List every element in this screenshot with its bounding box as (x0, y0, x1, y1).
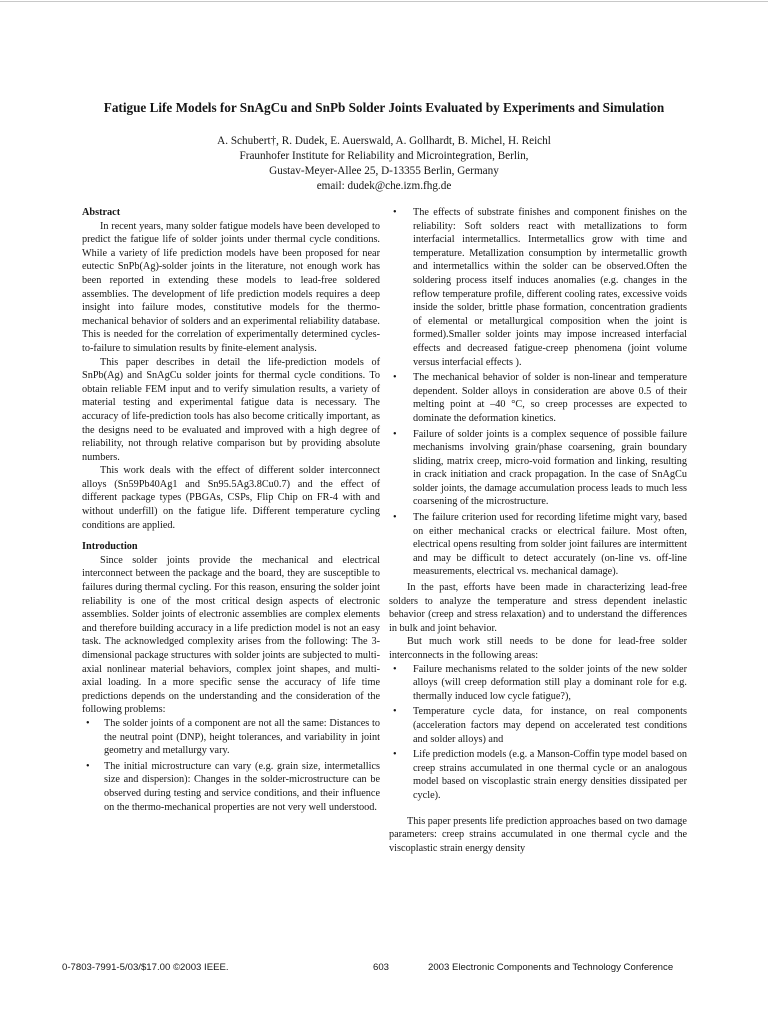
list-item: • Failure mechanisms related to the solder joints of the new solder alloys (will creep deformation still play a dominant role for e.g. thermally induced low cycle fatigue?), (393, 663, 687, 702)
bullet-icon: • (393, 512, 397, 524)
bullet-icon: • (86, 717, 90, 729)
bullet-icon: • (393, 749, 397, 761)
bullet-icon: • (393, 207, 397, 218)
introduction-paragraph-1: Since solder joints provide the mechanical and electrical interconnect between the package and the board, they are susceptible to failures during thermal cycling. For this reason, ensuring the solder joint reliability is one of the most critical design aspects of electronic assemblies. Solder joints of electronic assemblies are complex elements and therefore building accuracy in a life prediction model is not an easy task. The acknowledged complexity arises from the following: The 3-dimensional package structures with solder joints are subjected to multi-axial nonlinear material behaviors, complex joint shapes, and multi-axial loading. In a more specific sense the accuracy of life time predictions depends on the understanding and the consideration of the following problems: (82, 554, 380, 716)
author-names: A. Schubert†, R. Dudek, E. Auerswald, A. Gollhardt, B. Michel, H. Reichl (217, 135, 551, 147)
author-institute: Fraunhofer Institute for Reliability and Microintegration, Berlin, (239, 150, 529, 162)
introduction-heading: Introduction (82, 541, 138, 553)
abstract-paragraph-2: This paper describes in detail the life-prediction models of SnPb(Ag) and SnAgCu solder joints for thermal cycle conditions. To obtain reliable FEM input and to verify simulation results, a variety of material testing and experimental fatigue data is necessary. The accuracy of life-prediction tools has also become critically important, as the designs need to be evaluated and improved with a high degree of reliability, not through relative comparison but by providing absolute numbers. (82, 356, 380, 463)
author-block (40, 134, 728, 194)
paper-title: Fatigue Life Models for SnAgCu and SnPb Solder Joints Evaluated by Experiments and Simulation (103, 100, 665, 115)
introduction-bullet-list (82, 717, 380, 814)
author-email: email: dudek@che.izm.fhg.de (316, 180, 452, 192)
footer-copyright: 0-7803-7991-5/03/$17.00 ©2003 IEEE. (62, 962, 229, 973)
list-item: • The initial microstructure can vary (e.g. grain size, intermetallics size and dispersion): Changes in the solder-microstructure can be observed during testing and service conditions, and their influence on the thermo-mechanical properties are not very well understood. (86, 760, 380, 813)
body-paragraph-presents: This paper presents life prediction approaches based on two damage parameters: creep strains accumulated in one thermal cycle and the viscoplastic strain energy density (389, 815, 687, 854)
list-item: • Failure of solder joints is a complex sequence of possible failure mechanisms involving grain/phase coarsening, grain boundary sliding, matrix creep, micro-void formation and linking, resulting in crack initiation and crack propagation. In the case of SnAgCu solder joints, the damage accumulation process leads to much less coarsening of the microstructure. (393, 428, 687, 508)
abstract-paragraph-3: This work deals with the effect of different solder interconnect alloys (Sn59Pb40Ag1 and Sn95.5Ag3.8Cu0.7) and the effect of different package types (PBGAs, CSPs, Flip Chip on FR-4 with and without underfill) on the fatigue life. Different temperature cycling conditions are applied. (82, 465, 380, 531)
list-item: • The solder joints of a component are not all the same: Distances to the neutral point (DNP), height tolerances, and variability in joint geometry and metallurgy vary. (86, 717, 380, 757)
left-column (82, 206, 380, 816)
bullet-icon: • (86, 760, 90, 772)
abstract-paragraph-1: In recent years, many solder fatigue models have been developed to predict the fatigue life of solder joints under thermal cycle conditions. While a variety of life prediction models have been proposed for near eutectic SnPb(Ag)-solder joints in the literature, not enough work has been reported in extending these models to lead-free soldered assemblies. The development of life prediction models requires a deep insight into failure modes, constitutive models for the thermo-mechanical behavior of solders and an experimental reliability database. This is needed for the correlation of experimentally determined cycles-to-failure to simulation results by finite-element analysis. (82, 220, 380, 354)
list-item: • The effects of substrate finishes and component finishes on the reliability: Soft solders react with metallizations to form interfacial intermetallics. Intermetallics grow with time and temperature. Metallization consumption by intermetallic growth and intermetallics within the solder can be observed.Often the soldering process itself induces anomalies (e.g. changes in the reflow temperature profile, different cooling rates, excessive voids inside the solder, brittle phase formation, concentration gradients of elemental or metallurgical composition when the joint is formed).Smaller solder joints may impose increased interfacial effects and decreased fatigue-creep phenomena (joint volume versus interfacial effects ). (393, 207, 687, 368)
list-item: • The failure criterion used for recording lifetime might vary, based on either mechanical cracks or electrical failure. Most often, electrical opens resulting from solder joint failures are intermittent and may be difficult to detect accurately (on-line vs. off-line measurements, electrical vs. mechanical damage). (393, 512, 687, 578)
body-paragraph-lead-free: In the past, efforts have been made in characterizing lead-free solders to analyze the temperature and stress dependent inelastic behavior (creep and stress relaxation) and to understand the differences in bulk and joint behavior. (389, 582, 687, 634)
list-item: • Temperature cycle data, for instance, on real components (acceleration factors may depend on accelerated test conditions and solder alloys) and (393, 706, 687, 745)
footer-page-number: 603 (373, 962, 390, 973)
right-bullet-list (389, 206, 687, 579)
top-rule (0, 1, 768, 2)
bullet-icon: • (393, 372, 397, 384)
body-paragraph-areas: But much work still needs to be done for lead-free solder interconnects in the following areas: (389, 636, 687, 661)
areas-bullet-list (389, 663, 687, 803)
bullet-icon: • (393, 428, 397, 440)
footer-conference: 2003 Electronic Components and Technology Conference (428, 962, 674, 973)
abstract-heading: Abstract (82, 207, 121, 218)
right-column (389, 206, 687, 855)
bullet-icon: • (393, 663, 397, 675)
list-item: • The mechanical behavior of solder is non-linear and temperature dependent. Solder alloys in consideration are above 0.5 of their melting point at –40 °C, so creep processes are expected to dominate the deformation kinetics. (393, 372, 687, 424)
list-item: • Life prediction models (e.g. a Manson-Coffin type model based on creep strains accumulated in one thermal cycle or an analogous model based on viscoplastic strain energy densities dissipated per cycle). (393, 749, 687, 801)
bullet-icon: • (393, 706, 397, 718)
author-address: Gustav-Meyer-Allee 25, D-13355 Berlin, Germany (269, 165, 499, 177)
